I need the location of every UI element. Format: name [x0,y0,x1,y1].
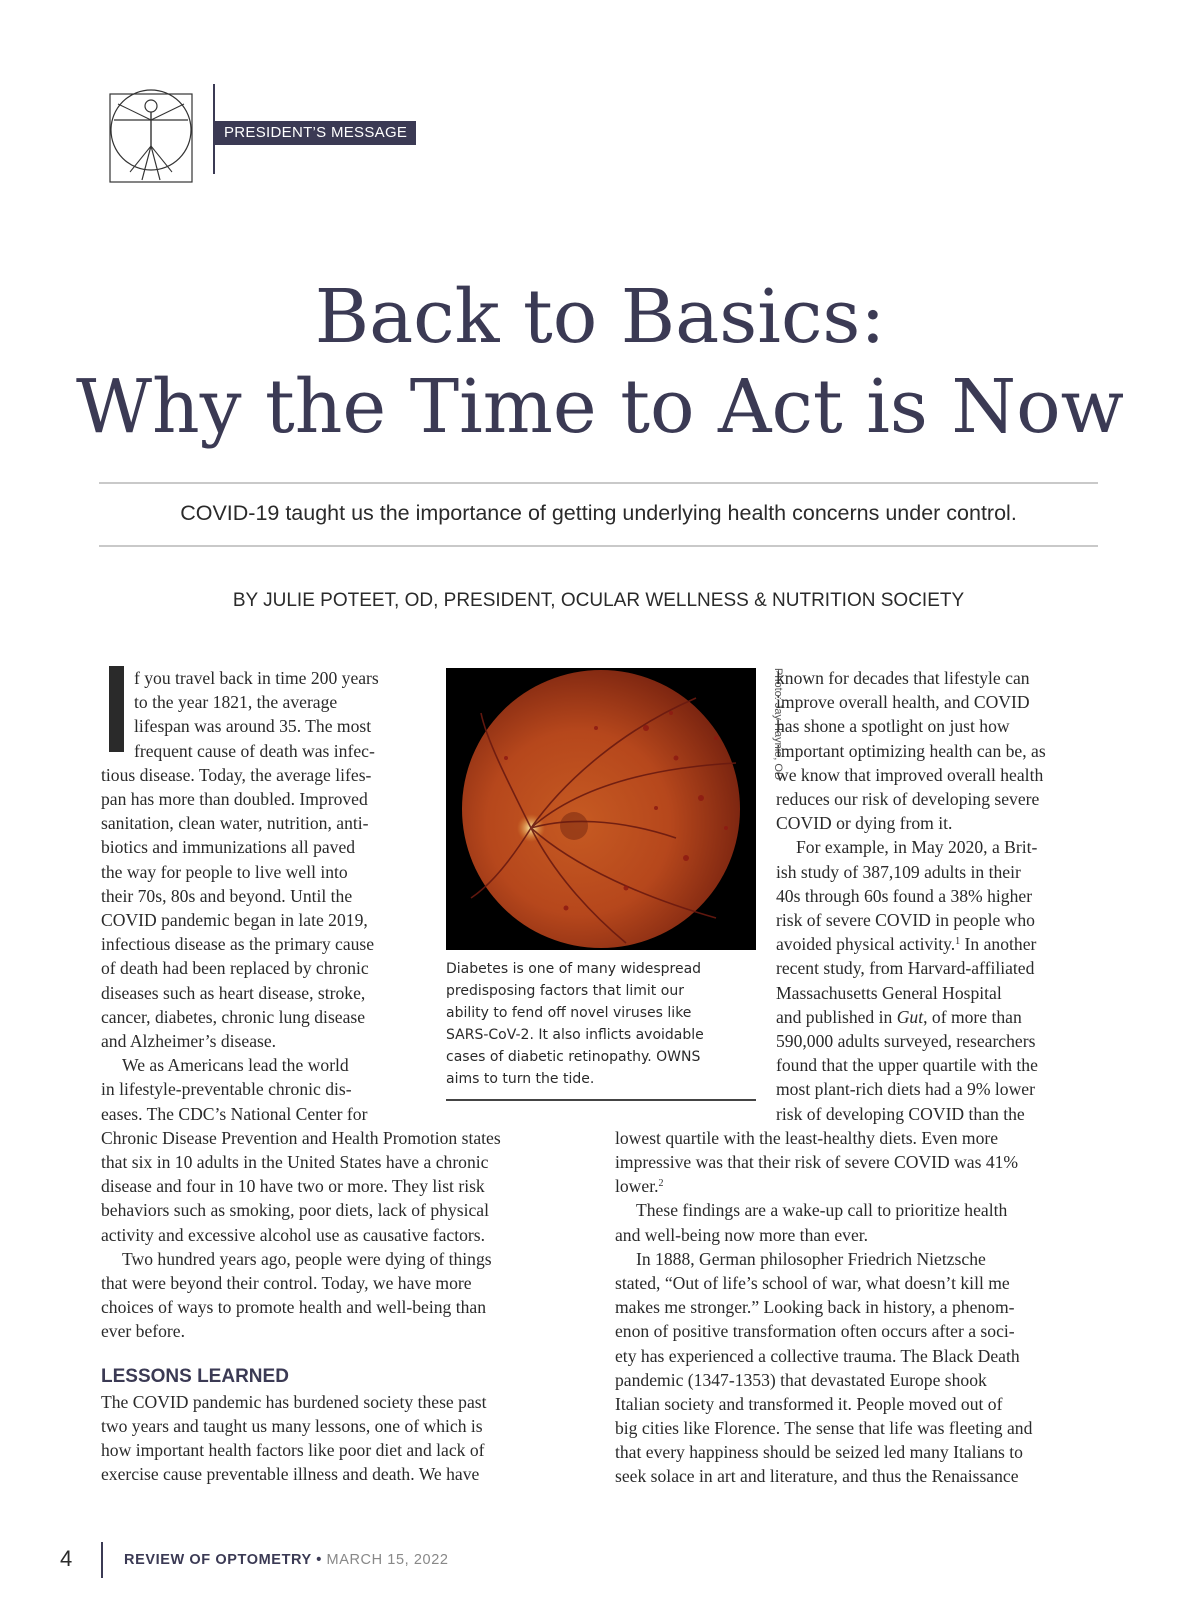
body-line: f you travel back in time 200 years [134,668,379,688]
body-line: seek solace in art and literature, and thus the Renaissance [615,1466,1019,1486]
body-line: how important health factors like poor diet and lack of [101,1440,485,1460]
body-line: risk of severe COVID in people who [776,910,1035,930]
retina-photo [446,668,756,950]
body-line: eases. The CDC’s National Center for [101,1104,368,1124]
body-line: For example, in May 2020, a Brit- [796,837,1038,857]
issue-date: MARCH 15, 2022 [326,1552,449,1568]
body-line: their 70s, 80s and beyond. Until the [101,886,353,906]
body-line: frequent cause of death was infec- [134,741,375,761]
body-line: recent study, from Harvard-affiliated [776,958,1035,978]
drop-cap [109,666,124,752]
footnote-ref: 2 [658,1178,664,1189]
body-line: 40s through 60s found a 38% higher [776,886,1033,906]
body-line: Massachusetts General Hospital [776,983,1002,1003]
body-line: COVID or dying from it. [776,813,953,833]
body-line: biotics and immunizations all paved [101,837,356,857]
body-line: reduces our risk of developing severe [776,789,1040,809]
body-line: in lifestyle-preventable chronic dis- [101,1079,352,1099]
publication-name: REVIEW OF OPTOMETRY [124,1552,312,1568]
caption-line: aims to turn the tide. [446,1071,595,1087]
footer-separator: • [311,1552,327,1568]
article-title-line-2: Why the Time to Act is Now [75,364,1125,450]
body-line: most plant-rich diets had a 9% lower [776,1079,1035,1099]
footnote-ref: 1 [955,936,961,947]
body-line: ety has experienced a collective trauma. The Black Death [615,1346,1020,1366]
body-text: lower. [615,1176,659,1196]
caption-line: SARS-CoV-2. It also inflicts avoidable [446,1027,704,1043]
body-line: Italian society and transformed it. People moved out of [615,1394,1003,1414]
body-line: of death had been replaced by chronic [101,958,369,978]
body-line [776,932,1036,956]
photo-credit-text: Photo: Jay Haynie, OD [772,668,784,780]
body-line: exercise cause preventable illness and death. We have [101,1464,480,1484]
vitruvian-man-logo [108,84,194,184]
body-line: known for decades that lifestyle can [776,668,1030,688]
body-line: that six in 10 adults in the United States have a chronic [101,1152,489,1172]
body-line: We as Americans lead the world [122,1055,349,1075]
body-line: COVID pandemic began in late 2019, [101,910,368,930]
body-line: tious disease. Today, the average lifes- [101,765,372,785]
body-line: the way for people to live well into [101,862,348,882]
body-line: we know that improved overall health [776,765,1044,785]
body-line: two years and taught us many lessons, one of which is [101,1416,483,1436]
body-line: Chronic Disease Prevention and Health Promotion states [101,1128,501,1148]
body-text: , of more than [923,1007,1022,1027]
body-line: and well-being now more than ever. [615,1225,869,1245]
body-line: pan has more than doubled. Improved [101,789,368,809]
body-line: risk of developing COVID than the [776,1104,1025,1124]
caption-rule [446,1099,756,1101]
article-title-line-1: Back to Basics: [314,274,886,360]
body-line: and Alzheimer’s disease. [101,1031,277,1051]
body-line: pandemic (1347-1353) that devastated Europe shook [615,1370,987,1390]
footer-divider [101,1542,103,1578]
body-line: ever before. [101,1321,185,1341]
body-text: In another [960,934,1037,954]
body-line: choices of ways to promote health and well-being than [101,1297,486,1317]
body-text: and published in [776,1007,897,1027]
body-line: cancer, diabetes, chronic lung disease [101,1007,366,1027]
body-line: improve overall health, and COVID [776,692,1030,712]
body-line: Two hundred years ago, people were dying of things [122,1249,492,1269]
body-line: 590,000 adults surveyed, researchers [776,1031,1036,1051]
caption-line: ability to fend off novel viruses like [446,1005,692,1021]
article-subtitle: COVID-19 taught us the importance of getting underlying health concerns under control. [180,501,1017,525]
body-line: big cities like Florence. The sense that life was fleeting and [615,1418,1033,1438]
section-heading-lessons: LESSONS LEARNED [101,1366,289,1387]
body-line: These findings are a wake-up call to prioritize health [636,1200,1008,1220]
body-line: to the year 1821, the average [134,692,338,712]
body-line: infectious disease as the primary cause [101,934,375,954]
caption-line: cases of diabetic retinopathy. OWNS [446,1049,701,1065]
department-label: PRESIDENT’S MESSAGE [215,121,416,145]
body-line: The COVID pandemic has burdened society these past [101,1392,487,1412]
body-line: that every happiness should be seized led many Italians to [615,1442,1023,1462]
page-number: 4 [60,1546,73,1571]
body-line: lifespan was around 35. The most [134,716,372,736]
article-byline: BY JULIE POTEET, OD, PRESIDENT, OCULAR WELLNESS & NUTRITION SOCIETY [232,590,965,611]
body-line: lowest quartile with the least-healthy diets. Even more [615,1128,999,1148]
caption-line: Diabetes is one of many widespread [446,961,702,977]
body-line [776,1005,1022,1029]
body-line: activity and excessive alcohol use as causative factors. [101,1225,485,1245]
body-line: has shone a spotlight on just how [776,716,1010,736]
body-line: stated, “Out of life’s school of war, what doesn’t kill me [615,1273,1010,1293]
body-line: important optimizing health can be, as [776,741,1046,761]
journal-name: Gut [896,1007,924,1027]
body-line: ish study of 387,109 adults in their [776,862,1021,882]
body-line: found that the upper quartile with the [776,1055,1038,1075]
body-line: makes me stronger.” Looking back in history, a phenom- [615,1297,1015,1317]
subtitle-top-rule [99,482,1098,484]
body-text: avoided physical activity. [776,934,956,954]
body-line: behaviors such as smoking, poor diets, lack of physical [101,1200,489,1220]
body-line: sanitation, clean water, nutrition, anti- [101,813,369,833]
body-line: impressive was that their risk of severe COVID was 41% [615,1152,1019,1172]
body-line: disease and four in 10 have two or more. They list risk [101,1176,485,1196]
body-line: diseases such as heart disease, stroke, [101,983,366,1003]
figure-caption [446,958,752,1090]
subtitle-bottom-rule [99,545,1098,547]
body-line: that were beyond their control. Today, we have more [101,1273,472,1293]
body-line [615,1174,664,1198]
caption-line: predisposing factors that limit our [446,983,684,999]
footer-publication-line [124,1550,449,1570]
body-line: In 1888, German philosopher Friedrich Nietzsche [636,1249,986,1269]
body-line: enon of positive transformation often occurs after a soci- [615,1321,1015,1341]
